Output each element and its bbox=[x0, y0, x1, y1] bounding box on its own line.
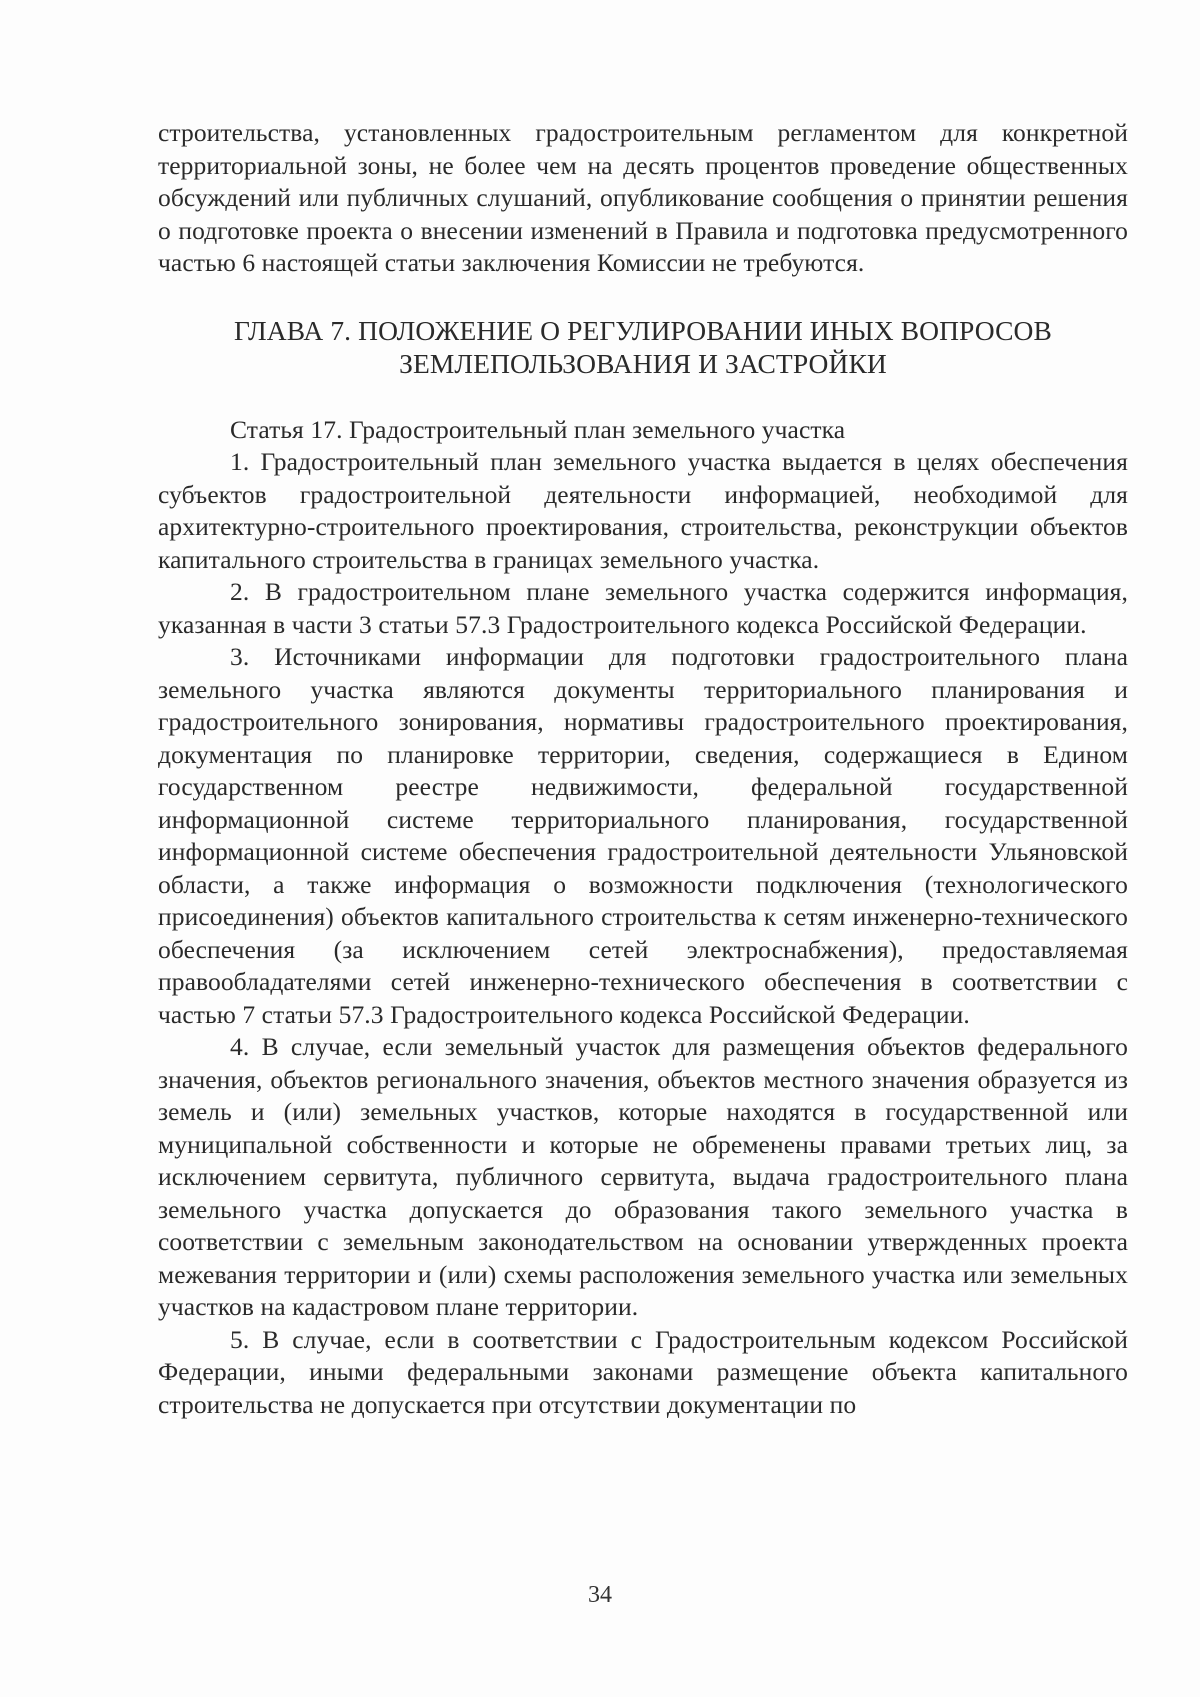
intro-paragraph: строительства, установленных градостроительным регламентом для конкретной территориальной зоны, не более чем на десять процентов проведение общественных обсуждений или публичных слушаний, опубликование сообщения о принятии решения о подготовке проекта о внесении изменений в Правила и подготовка предусмотренного частью 6 настоящей статьи заключения Комиссии не требуются. bbox=[158, 118, 1128, 277]
chapter-heading bbox=[158, 314, 1128, 380]
article-item-5: 5. В случае, если в соответствии с Градостроительным кодексом Российской Федерации, иными федеральными законами размещение объекта капитального строительства не допускается при отсутствии документации по bbox=[158, 1324, 1128, 1419]
page-number: 34 bbox=[588, 1582, 612, 1608]
document-body bbox=[158, 117, 1128, 1421]
article-title: Статья 17. Градостроительный план земельного участка bbox=[230, 414, 846, 444]
article-item-1: 1. Градостроительный план земельного участка выдается в целях обеспечения субъектов градостроительной деятельности информацией, необходимой для архитектурно-строительного проектирования, строительства, реконструкции объектов капитального строительства в границах земельного участка. bbox=[158, 447, 1128, 574]
article-item-4: 4. В случае, если земельный участок для размещения объектов федерального значения, объектов регионального значения, объектов местного значения образуется из земель и (или) земельных участков, которые находятся в государственной или муниципальной собственности и которые не обременены правами третьих лиц, за исключением сервитута, публичного сервитута, выдача градостроительного плана земельного участка допускается до образования такого земельного участка в соответствии с земельным законодательством на основании утвержденных проекта межевания территории и (или) схемы расположения земельного участка или земельных участков на кадастровом плане территории. bbox=[158, 1032, 1128, 1321]
article-item-3: 3. Источниками информации для подготовки градостроительного плана земельного участка являются документы территориального планирования и градостроительного зонирования, нормативы градостроительного проектирования, документация по планировке территории, сведения, содержащиеся в Едином государственном реестре недвижимости, федеральной государственной информационной системе территориального планирования, государственной информационной системе обеспечения градостроительной деятельности Ульяновской области, а также информация о возможности подключения (технологического присоединения) объектов капитального строительства к сетям инженерно-технического обеспечения (за исключением сетей электроснабжения), предоставляемая правообладателями сетей инженерно-технического обеспечения в соответствии с частью 7 статьи 57.3 Градостроительного кодекса Российской Федерации. bbox=[158, 642, 1128, 1029]
article-item-2: 2. В градостроительном плане земельного участка содержится информация, указанная в части 3 статьи 57.3 Градостроительного кодекса Российской Федерации. bbox=[158, 577, 1128, 639]
chapter-title-line-1: ГЛАВА 7. ПОЛОЖЕНИЕ О РЕГУЛИРОВАНИИ ИНЫХ ВОПРОСОВ bbox=[234, 314, 1052, 346]
chapter-title-line-2: ЗЕМЛЕПОЛЬЗОВАНИЯ И ЗАСТРОЙКИ bbox=[399, 347, 887, 379]
